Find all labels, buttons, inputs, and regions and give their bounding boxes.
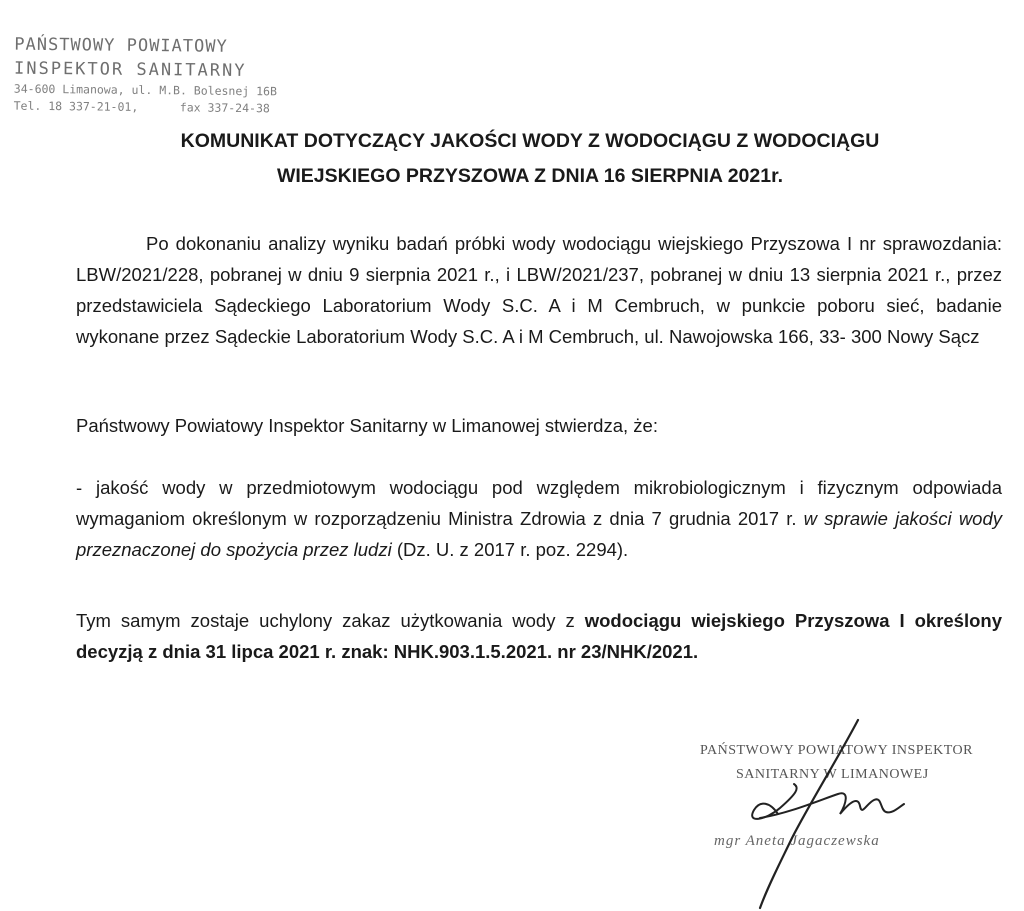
stamp-line-title: INSPEKTOR SANITARNY [13,58,247,82]
stamp-line-phone: Tel. 18 337-21-01, fax 337-24-38 [13,98,270,116]
paragraph-analysis: Po dokonaniu analizy wyniku badań próbki wody wodociągu wiejskiego Przyszowa I nr sprawozdania: LBW/2021/228, pobranej w dniu 9 sierpnia 2021 r., i LBW/2021/237, pobranej w dniu 13 sierpnia 2021 r., przez przedstawiciela Sądeckiego Laboratorium Wody S.C. A i M Cembruch, w punkcie poboru sieć, badanie wykonane przez Sądeckie Laboratorium Wody S.C. A i M Cembruch, ul. Nawojowska 166, 33- 300 Nowy Sącz [76,233,1002,347]
paragraph-water-quality [76,472,1002,565]
paragraph-statement: Państwowy Powiatowy Inspektor Sanitarny w Limanowej stwierdza, że: [76,415,658,436]
stamp-line-address: 34-600 Limanowa, ul. M.B. Bolesnej 16B [13,81,278,99]
quality-text-end: (Dz. U. z 2017 r. poz. 2294). [391,539,629,560]
ban-decision-reference: wodociągu wiejskiego Przyszowa I określony decyzją z dnia 31 lipca 2021 r. znak: NHK.903.1.5.2021. nr 23/NHK/2021. [76,610,1003,662]
handwritten-signature [740,718,910,911]
regulation-title: w sprawie jakości wody przeznaczonej do spożycia przez ludzi [76,508,1003,560]
signature-stamp-line-2: SANITARNY W LIMANOWEJ [736,767,929,782]
inspector-header-stamp [14,33,278,118]
page-title [90,124,970,194]
ban-text-start: Tym samym zostaje uchylony zakaz użytkowania wody z [76,610,585,631]
stamp-line-institution: PAŃSTWOWY POWIATOWY [14,34,228,57]
quality-text-start: - jakość wody w przedmiotowym wodociągu pod względem mikrobiologicznym i fizycznym odpowiada wymaganiom określonym w rozporządzeniu Ministra Zdrowia z dnia 7 grudnia 2017 r. [76,477,1002,529]
title-line-1: KOMUNIKAT DOTYCZĄCY JAKOŚCI WODY Z WODOCIĄGU Z WODOCIĄGU [180,130,880,152]
signatory-name: mgr Aneta Jagaczewska [714,833,880,849]
title-line-2: WIEJSKIEGO PRZYSZOWA Z DNIA 16 SIERPNIA 2021r. [276,165,784,187]
signature-stamp-line-1: PAŃSTWOWY POWIATOWY INSPEKTOR [700,743,973,758]
paragraph-ban-lifted [76,605,1002,667]
